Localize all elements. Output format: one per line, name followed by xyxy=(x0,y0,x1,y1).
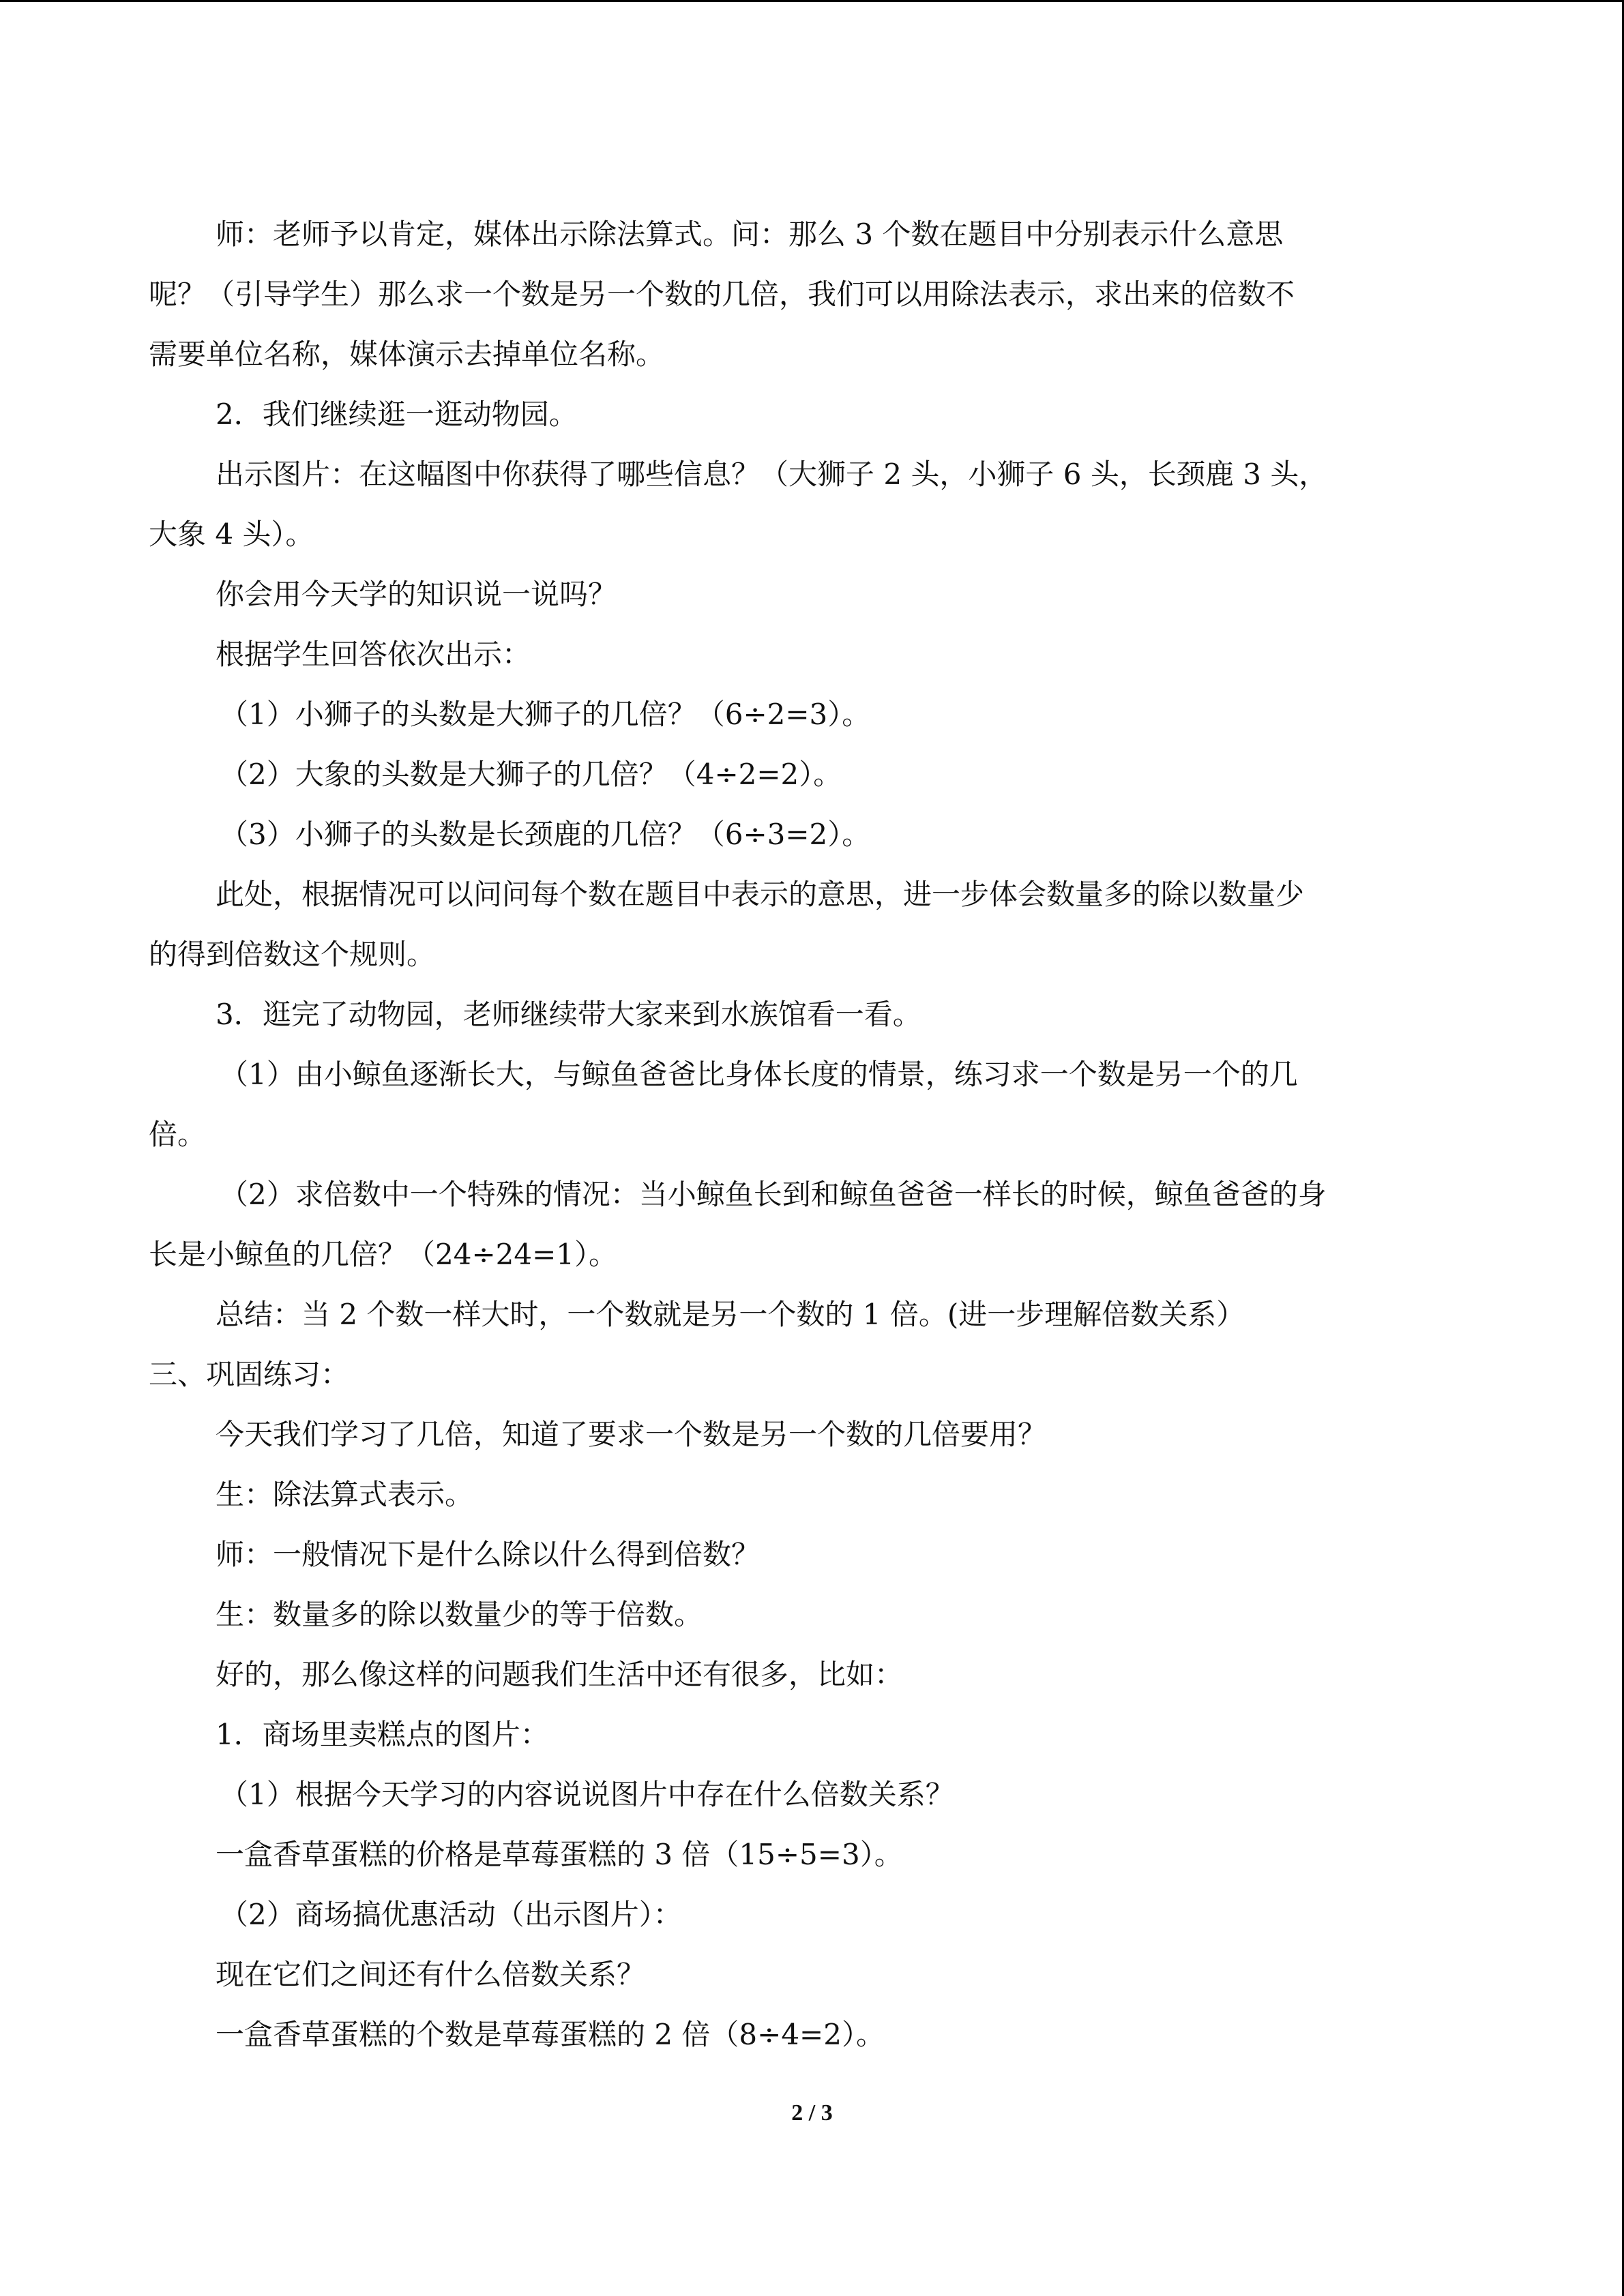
question-item: （3）小狮子的头数是长颈鹿的几倍？（6÷3=2）。 xyxy=(220,818,871,851)
document-body xyxy=(149,205,1472,2065)
dialogue-line: 师：一般情况下是什么除以什么得到倍数？ xyxy=(216,1538,761,1571)
paragraph-line: 一盒香草蛋糕的个数是草莓蛋糕的 2 倍（8÷4=2）。 xyxy=(216,2018,885,2051)
paragraph-line: 呢？（引导学生）那么求一个数是另一个数的几倍，我们可以用除法表示，求出来的倍数不 xyxy=(149,278,1295,311)
paragraph-line: 好的，那么像这样的问题我们生活中还有很多，比如： xyxy=(216,1658,904,1691)
question-item: （2）大象的头数是大狮子的几倍？（4÷2=2）。 xyxy=(220,758,842,791)
paragraph-line: 师：老师予以肯定，媒体出示除法算式。问：那么 3 个数在题目中分别表示什么意思 xyxy=(216,218,1284,251)
paragraph-line: 倍。 xyxy=(149,1118,207,1151)
paragraph-line: 需要单位名称，媒体演示去掉单位名称。 xyxy=(149,338,665,371)
dialogue-line: 生：除法算式表示。 xyxy=(216,1478,474,1511)
paragraph-line: 此处，根据情况可以问问每个数在题目中表示的意思，进一步体会数量多的除以数量少 xyxy=(216,878,1305,911)
question-item: （2）求倍数中一个特殊的情况：当小鲸鱼长到和鲸鱼爸爸一样长的时候，鲸鱼爸爸的身 xyxy=(220,1178,1327,1211)
paragraph-line: 根据学生回答依次出示： xyxy=(216,638,531,671)
summary-line: 总结：当 2 个数一样大时，一个数就是另一个数的 1 倍。(进一步理解倍数关系） xyxy=(216,1298,1245,1331)
section-item-1: 1．商场里卖糕点的图片： xyxy=(216,1718,549,1751)
paragraph-line: 现在它们之间还有什么倍数关系？ xyxy=(216,1958,646,1991)
section-heading: 三、巩固练习： xyxy=(149,1358,350,1391)
paragraph-line: 的得到倍数这个规则。 xyxy=(149,938,436,971)
page-number: 2 / 3 xyxy=(791,2100,833,2126)
top-border-line xyxy=(0,0,1624,2)
section-item-2: 2．我们继续逛一逛动物园。 xyxy=(216,398,578,431)
section-item-3: 3．逛完了动物园，老师继续带大家来到水族馆看一看。 xyxy=(216,998,921,1031)
paragraph-line: 长是小鲸鱼的几倍？（24÷24=1）。 xyxy=(149,1238,617,1271)
question-item: （1）根据今天学习的内容说说图片中存在什么倍数关系？ xyxy=(220,1778,954,1811)
paragraph-line: 大象 4 头）。 xyxy=(149,518,314,551)
question-item: （1）由小鲸鱼逐渐长大，与鲸鱼爸爸比身体长度的情景，练习求一个数是另一个的几 xyxy=(220,1058,1298,1091)
question-item: （2）商场搞优惠活动（出示图片）： xyxy=(220,1898,682,1931)
paragraph-line: 出示图片：在这幅图中你获得了哪些信息？（大狮子 2 头，小狮子 6 头，长颈鹿 3 头， xyxy=(216,458,1328,491)
paragraph-line: 今天我们学习了几倍，知道了要求一个数是另一个数的几倍要用？ xyxy=(216,1418,1047,1451)
paragraph-line: 你会用今天学的知识说一说吗？ xyxy=(216,578,617,611)
question-item: （1）小狮子的头数是大狮子的几倍？（6÷2=3）。 xyxy=(220,698,871,731)
paragraph-line: 一盒香草蛋糕的价格是草莓蛋糕的 3 倍（15÷5=3）。 xyxy=(216,1838,903,1871)
dialogue-line: 生：数量多的除以数量少的等于倍数。 xyxy=(216,1598,703,1631)
